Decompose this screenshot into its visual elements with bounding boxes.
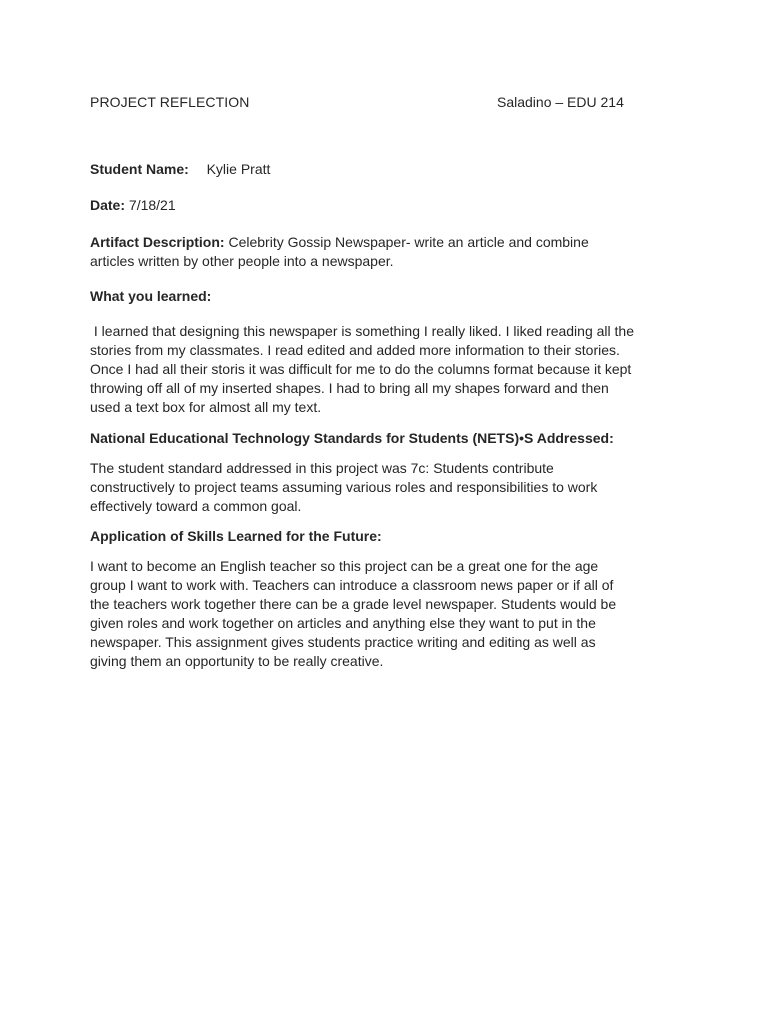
- future-line: I want to become an English teacher so this project can be a great one for the age: [90, 558, 599, 574]
- learned-line: stories from my classmates. I read edited and added more information to their stories.: [90, 342, 620, 358]
- learned-paragraph: [90, 322, 710, 417]
- learned-line: Once I had all their storis it was difficult for me to do the columns format because it kept: [90, 361, 632, 377]
- learned-heading: What you learned:: [90, 288, 212, 304]
- course-label: Saladino – EDU 214: [497, 94, 624, 110]
- date-value: 7/18/21: [128, 197, 176, 213]
- date-row: [90, 196, 690, 215]
- student-name-row: [90, 160, 690, 179]
- nets-paragraph: [90, 459, 690, 516]
- student-name-value: Kylie Pratt: [206, 161, 271, 177]
- nets-line: The student standard addressed in this project was 7c: Students contribute: [90, 460, 554, 476]
- student-name-label: Student Name:: [90, 161, 189, 177]
- future-heading: Application of Skills Learned for the Future:: [90, 528, 382, 544]
- nets-heading: National Educational Technology Standards for Students (NETS)•S Addressed:: [90, 430, 614, 446]
- future-line: given roles and work together on articles and anything else they want to put in the: [90, 615, 596, 631]
- future-line: group I want to work with. Teachers can introduce a classroom news paper or if all of: [90, 577, 614, 593]
- future-paragraph: [90, 557, 690, 671]
- nets-line: constructively to project teams assuming various roles and responsibilities to work: [90, 479, 598, 495]
- date-label: Date:: [90, 197, 126, 213]
- learned-line: I learned that designing this newspaper is something I really liked. I liked reading all the: [90, 323, 634, 339]
- learned-line: used a text box for almost all my text.: [90, 399, 322, 415]
- artifact-description-row: [90, 233, 690, 271]
- nets-line: effectively toward a common goal.: [90, 498, 302, 514]
- future-line: newspaper. This assignment gives students practice writing and editing as well as: [90, 634, 596, 650]
- artifact-description-line1: Celebrity Gossip Newspaper- write an article and combine: [228, 234, 589, 250]
- future-line: the teachers work together there can be a grade level newspaper. Students would be: [90, 596, 617, 612]
- document-title: PROJECT REFLECTION: [90, 94, 250, 110]
- future-line: giving them an opportunity to be really creative.: [90, 653, 384, 669]
- artifact-description-line2: articles written by other people into a newspaper.: [90, 253, 394, 269]
- artifact-description-label: Artifact Description:: [90, 234, 225, 250]
- learned-line: throwing off all of my inserted shapes. I had to bring all my shapes forward and then: [90, 380, 609, 396]
